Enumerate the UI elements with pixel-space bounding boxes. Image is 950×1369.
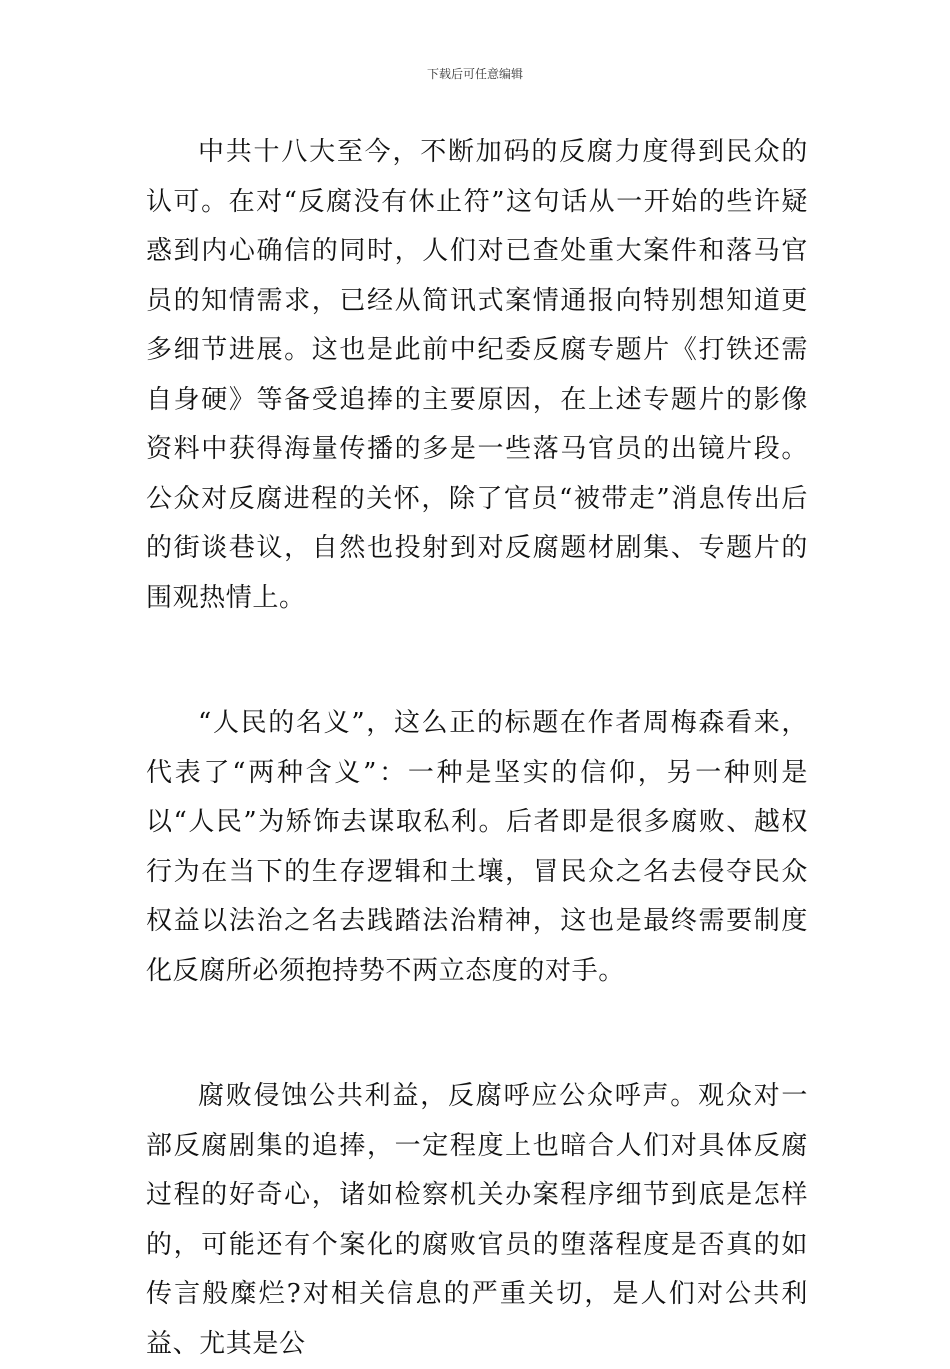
paragraph-2: “人民的名义”，这么正的标题在作者周梅森看来，代表了“两种含义”：一种是坚实的信仰，另一种则是以“人民”为矫饰去谋取私利。后者即是很多腐败、越权行为在当下的生存逻辑和土壤，冒民众之名去侵夺民众权益以法治之名去践踏法治精神，这也是最终需要制度化反腐所必须抱持势不两立态度的对手。 <box>146 708 808 986</box>
paragraph-gap <box>146 623 808 699</box>
paragraph-gap <box>146 996 808 1072</box>
page-header: 下载后可任意编辑 <box>426 67 523 81</box>
paragraph-1: 中共十八大至今，不断加码的反腐力度得到民众的认可。在对“反腐没有休止符”这句话从一开始的些许疑惑到内心确信的同时，人们对已查处重大案件和落马官员的知情需求，已经从简讯式案情通报向特别想知道更多细节进展。这也是此前中纪委反腐专题片《打铁还需自身硬》等备受追捧的主要原因，在上述专题片的影像资料中获得海量传播的多是一些落马官员的出镜片段。公众对反腐进程的关怀，除了官员“被带走”消息传出后的街谈巷议，自然也投射到对反腐题材剧集、专题片的围观热情上。 <box>146 137 808 613</box>
paragraph-3: 腐败侵蚀公共利益，反腐呼应公众呼声。观众对一部反腐剧集的追捧，一定程度上也暗合人们对具体反腐过程的好奇心，诸如检察机关办案程序细节到底是怎样的，可能还有个案化的腐败官员的堕落程度是否真的如传言般糜烂?对相关信息的严重关切，是人们对公共利益、尤其是公 <box>146 1081 808 1359</box>
document-body <box>146 128 808 1369</box>
